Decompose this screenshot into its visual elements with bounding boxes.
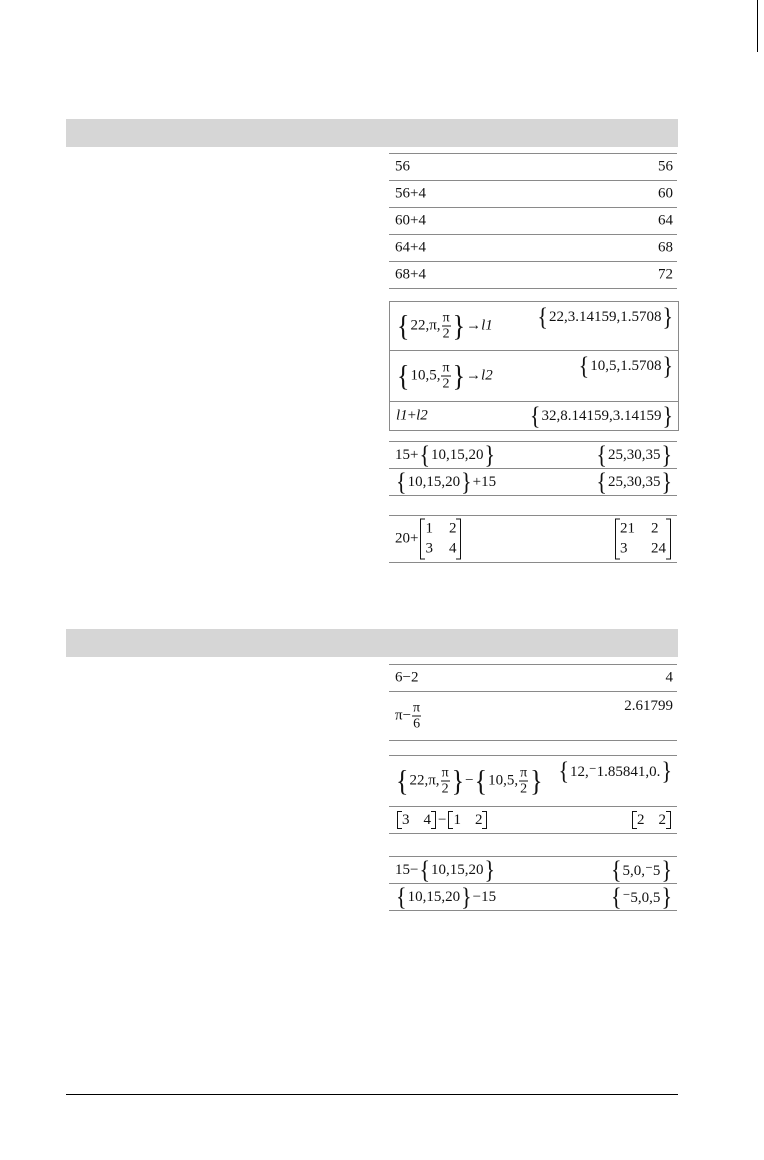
- table-row: [389, 235, 677, 262]
- result: { 25,30,35 }: [596, 440, 672, 469]
- result: { ⁻5,0,5 }: [610, 882, 672, 911]
- expression: { 10,15,20 } +15: [396, 467, 497, 496]
- page-edge-mark: [757, 0, 758, 52]
- result: 72: [658, 266, 673, 283]
- fraction: $\frac{\pi}{2}$: [442, 310, 450, 342]
- matrix: 1 2 3 4: [420, 519, 461, 560]
- expression: { 22,π, $\frac{\pi}{2}$ } − { 10,5, $\frac{\pi}{2}$ }: [396, 763, 543, 798]
- left-brace: {: [397, 358, 410, 393]
- section-header-subtract: [66, 629, 678, 657]
- expression: 15+ { 10,15,20 }: [395, 440, 496, 469]
- expression: l1 + l2: [396, 407, 428, 424]
- section-header-add: [66, 119, 678, 147]
- expression: 15− { 10,15,20 }: [395, 855, 496, 884]
- table-row: [389, 665, 677, 692]
- table-row: [389, 181, 677, 208]
- result: 60: [658, 185, 673, 202]
- result: 2.61799: [624, 698, 673, 714]
- expression: 56: [395, 158, 410, 175]
- add-simple-table: [389, 153, 677, 289]
- result: [613, 519, 673, 560]
- result: 4: [665, 669, 673, 686]
- table-row: [389, 442, 677, 469]
- vector: 1 2: [448, 811, 487, 829]
- matrix: 21 2 3 24: [615, 519, 671, 560]
- expression: π− $\frac{\pi}{6}$: [395, 700, 421, 732]
- table-row: [389, 516, 677, 563]
- result: { 12,⁻1.85841,0. }: [558, 756, 672, 785]
- left-brace: {: [397, 308, 410, 343]
- expression: 56+4: [395, 185, 426, 202]
- subtract-list-table: [389, 755, 677, 834]
- table-row: [389, 884, 677, 911]
- table-row: [389, 807, 677, 834]
- result: [630, 811, 673, 829]
- subtract-scalar-table: [389, 856, 677, 911]
- result: 64: [658, 212, 673, 229]
- vector: 3 4: [397, 811, 436, 829]
- fraction: $\frac{\pi}{2}$: [442, 360, 450, 392]
- expression: { 10,5, $\frac{\pi}{2}$ } → l2: [397, 358, 493, 393]
- expression: 60+4: [395, 212, 426, 229]
- add-scalar-table: [389, 441, 677, 496]
- result: 68: [658, 239, 673, 256]
- fraction: $\frac{\pi}{2}$: [520, 765, 528, 797]
- table-row: [389, 262, 677, 289]
- table-row: [390, 402, 678, 431]
- result: { 10,5,1.5708 }: [578, 351, 673, 380]
- expression: 3 4 − 1 2: [395, 811, 489, 829]
- add-list-table: [389, 301, 679, 431]
- table-row: [390, 302, 678, 351]
- table-row: [389, 208, 677, 235]
- subtract-simple-table: [389, 664, 677, 741]
- table-row: [389, 469, 677, 496]
- add-matrix-table: [389, 515, 677, 563]
- table-row: [389, 692, 677, 741]
- fraction: $\frac{\pi}{2}$: [441, 765, 449, 797]
- table-row: [389, 756, 677, 807]
- result: 56: [658, 158, 673, 175]
- table-row: [390, 351, 678, 402]
- result: { 25,30,35 }: [596, 467, 672, 496]
- expression: 68+4: [395, 266, 426, 283]
- footer-rule: [66, 1094, 678, 1095]
- right-brace: }: [452, 308, 466, 343]
- fraction: $\frac{\pi}{6}$: [413, 700, 421, 732]
- expression: { 22,π, $\frac{\pi}{2}$ } → l1: [397, 308, 493, 343]
- result: { 22,3.14159,1.5708 }: [537, 302, 673, 331]
- expression: 64+4: [395, 239, 426, 256]
- expression: { 10,15,20 } −15: [396, 882, 497, 911]
- result: { 32,8.14159,3.14159 }: [529, 401, 673, 430]
- expression: 6−2: [395, 669, 419, 686]
- right-brace: }: [452, 358, 466, 393]
- result: { 5,0,⁻5 }: [610, 855, 672, 884]
- vector: 2 2: [632, 811, 671, 829]
- table-row: [389, 857, 677, 884]
- table-row: [389, 154, 677, 181]
- expression: 20+ 1 2 3 4: [395, 519, 463, 560]
